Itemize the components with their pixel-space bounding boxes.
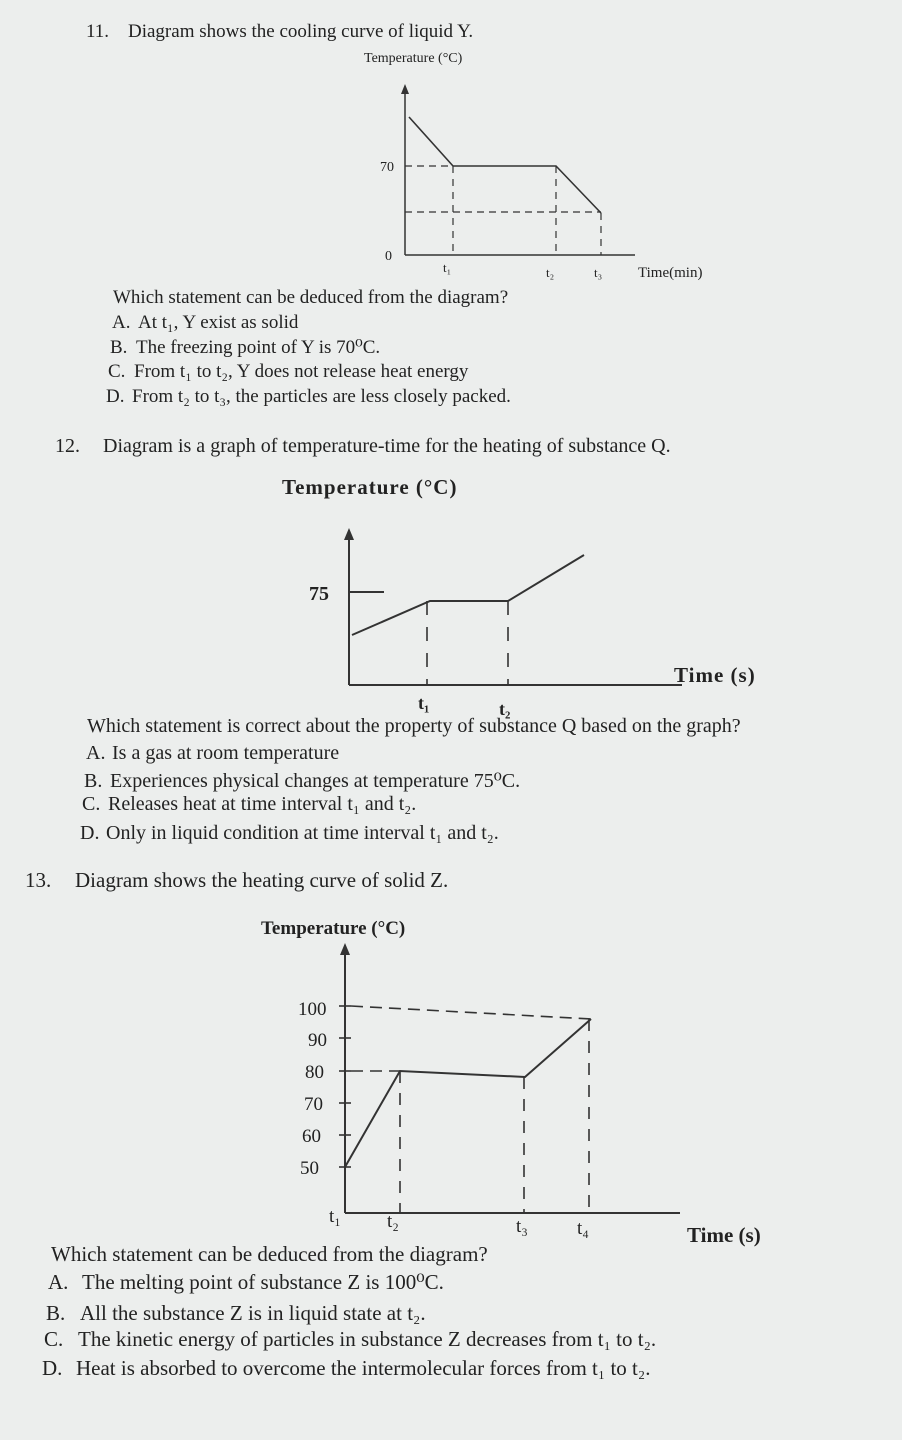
q13-option-a-letter: A. — [48, 1270, 69, 1294]
q11-tick-70: 70 — [380, 160, 394, 175]
q11-option-d-letter: D. — [106, 386, 125, 407]
q12-t1-label: t₁ — [418, 693, 430, 713]
q13-tick-90: 90 — [308, 1030, 327, 1051]
q12-option-c — [82, 793, 416, 816]
q11-cooling-curve — [409, 117, 601, 213]
q11-option-d-text: From t₂ to t₃, the particles are less closely packed. — [132, 386, 511, 407]
q11-option-a-text: At t₁, Y exist as solid — [138, 312, 299, 333]
q13-option-d — [42, 1356, 650, 1381]
q12-option-d-letter: D. — [80, 822, 100, 844]
q13-dashed-100 — [351, 1006, 591, 1019]
q13-heating-curve — [345, 1019, 591, 1167]
q11-option-c — [108, 361, 468, 383]
q13-title: Diagram shows the heating curve of solid Z. — [75, 868, 449, 892]
q13-heating-graph — [0, 905, 902, 1250]
q13-tick-60: 60 — [302, 1126, 321, 1147]
q11-t2-label: t₂ — [546, 265, 555, 280]
q13-tick-80: 80 — [305, 1062, 324, 1083]
q13-option-b-letter: B. — [46, 1301, 66, 1325]
q11-option-a-letter: A. — [112, 312, 131, 333]
q11-option-a — [112, 312, 298, 334]
q13-option-c-letter: C. — [44, 1327, 64, 1351]
q12-option-b-letter: B. — [84, 770, 103, 792]
q12-y-axis-arrow — [344, 528, 354, 540]
q13-number: 13. — [25, 868, 52, 892]
q12-x-axis-label: Time (s) — [674, 663, 756, 687]
q13-y-axis-arrow — [340, 943, 350, 955]
q11-t1-label: t₁ — [443, 260, 452, 275]
q12-option-a-text: Is a gas at room temperature — [112, 742, 340, 764]
q13-option-a-text: The melting point of substance Z is 100⁰C. — [82, 1270, 444, 1294]
q12-option-c-letter: C. — [82, 793, 101, 815]
q11-tick-0: 0 — [385, 249, 392, 264]
q11-option-c-text: From t₁ to t₂, Y does not release heat energy — [134, 361, 469, 382]
q12-option-a-letter: A. — [86, 742, 106, 764]
q12-title: Diagram is a graph of temperature-time for the heating of substance Q. — [103, 435, 671, 457]
q11-title: Diagram shows the cooling curve of liquid Y. — [128, 21, 474, 42]
q11-option-c-letter: C. — [108, 361, 126, 382]
q13-t2-label: t₂ — [387, 1211, 399, 1232]
q11-y-axis-arrow — [401, 84, 409, 94]
q11-option-b — [110, 336, 380, 359]
q12-heating-graph — [0, 468, 902, 723]
q12-option-b — [84, 768, 520, 793]
q13-tick-50: 50 — [300, 1158, 319, 1179]
q12-number: 12. — [55, 435, 80, 457]
q13-option-d-letter: D. — [42, 1356, 63, 1380]
q11-t3-label: t₃ — [594, 265, 603, 280]
q12-question: Which statement is correct about the property of substance Q based on the graph? — [87, 715, 741, 737]
q12-option-d-text: Only in liquid condition at time interval t₁ and t₂. — [106, 822, 499, 844]
q11-y-axis-label: Temperature (°C) — [364, 51, 463, 66]
q13-tick-100: 100 — [298, 999, 327, 1020]
q12-tick-75: 75 — [309, 583, 329, 605]
q12-option-c-text: Releases heat at time interval t₁ and t₂. — [108, 793, 417, 815]
q13-t4-label: t₄ — [577, 1218, 589, 1239]
q11-x-axis-label: Time(min) — [638, 265, 703, 281]
q13-t1-label: t₁ — [329, 1206, 341, 1227]
q12-header — [55, 435, 671, 458]
q12-heating-curve — [352, 555, 584, 635]
q11-cooling-graph — [0, 40, 902, 290]
q13-header — [25, 868, 448, 893]
q13-option-d-text: Heat is absorbed to overcome the intermolecular forces from t₁ to t₂. — [76, 1356, 651, 1380]
q11-option-b-text: The freezing point of Y is 70⁰C. — [136, 337, 381, 358]
q13-option-c-text: The kinetic energy of particles in substance Z decreases from t₁ to t₂. — [78, 1327, 657, 1351]
q13-y-axis-label: Temperature (°C) — [261, 918, 406, 939]
q13-option-b-text: All the substance Z is in liquid state at t₂. — [80, 1301, 426, 1325]
q11-number: 11. — [86, 21, 110, 42]
q13-option-b — [46, 1301, 426, 1326]
q12-t2-label: t₂ — [499, 699, 511, 719]
q13-option-c — [44, 1327, 656, 1352]
q13-x-axis-label: Time (s) — [687, 1223, 761, 1247]
q13-question: Which statement can be deduced from the diagram? — [51, 1242, 488, 1266]
q11-question: Which statement can be deduced from the diagram? — [113, 287, 509, 308]
q12-option-d — [80, 822, 499, 845]
q11-option-b-letter: B. — [110, 337, 128, 358]
q12-option-b-text: Experiences physical changes at temperature 75⁰C. — [110, 770, 521, 792]
q13-tick-70: 70 — [304, 1094, 323, 1115]
q12-option-a — [86, 742, 339, 765]
q12-y-axis-label: Temperature (°C) — [282, 475, 458, 499]
q13-option-a — [48, 1270, 444, 1295]
q13-t3-label: t₃ — [516, 1216, 528, 1237]
q11-option-d — [106, 386, 511, 408]
